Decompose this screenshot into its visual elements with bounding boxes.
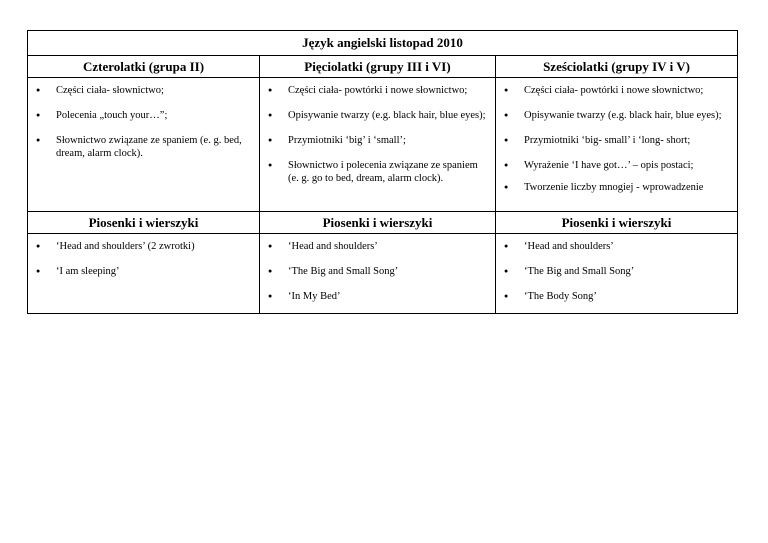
list-item: ● ‘Head and shoulders’ [504,240,731,253]
vocabulary-list [28,78,259,176]
vocabulary-list [496,78,737,202]
list-item: ● ‘Head and shoulders’ [268,240,489,253]
songs-cell-six-year-olds [496,234,738,314]
songs-cell-four-year-olds [28,234,260,314]
list-item: ● ‘Head and shoulders’ (2 zwrotki) [36,240,253,253]
list-item: ● Opisywanie twarzy (e.g. black hair, blue eyes); [504,109,731,122]
list-item: ● Przymiotniki ‘big- small’ i ‘long- short; [504,134,731,147]
list-item: ● Polecenia „touch your…”; [36,109,253,122]
vocabulary-cell-six-year-olds [496,78,738,212]
curriculum-table [27,30,738,314]
list-item: ● ‘I am sleeping’ [36,265,253,278]
list-item: ● ‘The Big and Small Song’ [504,265,731,278]
list-item: ● Opisywanie twarzy (e.g. black hair, blue eyes); [268,109,489,122]
list-item: ● Przymiotniki ‘big’ i ‘small’; [268,134,489,147]
list-item: ● Części ciała- powtórki i nowe słownictwo; [268,84,489,97]
songs-header-four-year-olds: Piosenki i wierszyki [28,212,260,234]
list-item: ● Tworzenie liczby mnogiej - wprowadzenie [504,181,731,194]
list-item: ● Słownictwo związane ze spaniem (e. g. bed, dream, alarm clock). [36,134,253,160]
list-item: ● Wyrażenie ‘I have got…’ – opis postaci; [504,159,731,172]
songs-header-five-year-olds: Piosenki i wierszyki [260,212,496,234]
column-header-four-year-olds: Czterolatki (grupa II) [28,56,260,78]
column-header-five-year-olds: Pięciolatki (grupy III i VI) [260,56,496,78]
list-item: ● Części ciała- powtórki i nowe słownictwo; [504,84,731,97]
vocabulary-list [260,78,495,201]
songs-list [496,234,737,313]
songs-list [260,234,495,313]
list-item: ● ‘The Body Song’ [504,290,731,303]
songs-list [28,234,259,294]
vocabulary-cell-five-year-olds [260,78,496,212]
list-item: ● Słownictwo i polecenia związane ze spaniem (e. g. go to bed, dream, alarm clock). [268,159,489,185]
list-item: ● Części ciała- słownictwo; [36,84,253,97]
schedule-document [27,30,737,314]
document-title: Język angielski listopad 2010 [28,31,738,56]
vocabulary-cell-four-year-olds [28,78,260,212]
songs-cell-five-year-olds [260,234,496,314]
songs-header-six-year-olds: Piosenki i wierszyki [496,212,738,234]
list-item: ● ‘In My Bed’ [268,290,489,303]
column-header-six-year-olds: Sześciolatki (grupy IV i V) [496,56,738,78]
list-item: ● ‘The Big and Small Song’ [268,265,489,278]
